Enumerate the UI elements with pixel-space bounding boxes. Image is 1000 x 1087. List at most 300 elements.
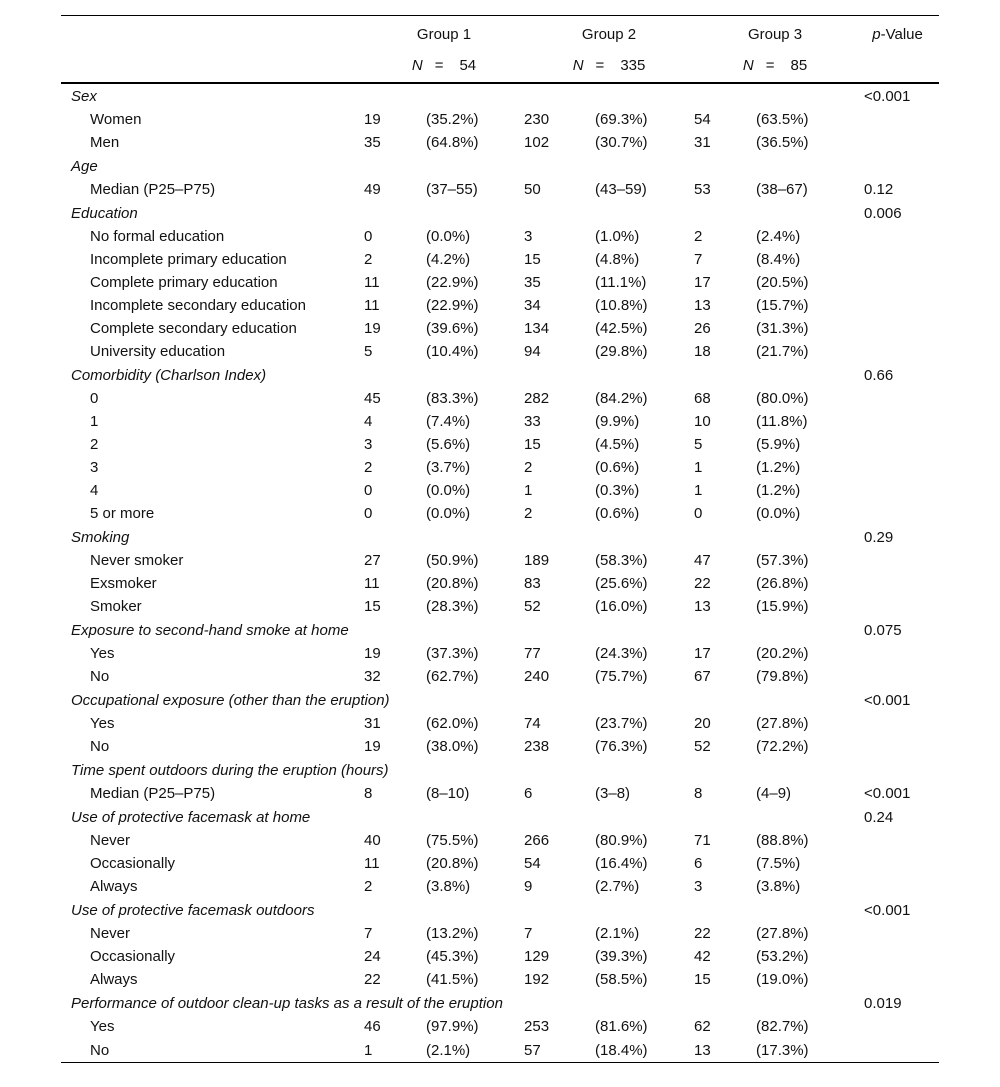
row-label: No [90,668,110,685]
row-pvalue [856,387,939,410]
section-pvalue: 0.66 [864,366,894,384]
group-1-count: 46 [364,1018,381,1035]
table-row [61,665,939,688]
group-1-percent: (4.2%) [426,251,471,268]
group-1-count: 5 [364,343,373,360]
group-1-percent: (75.5%) [426,832,479,849]
group-3-percent: (11.8%) [756,413,808,430]
group-3-count: 26 [694,320,711,337]
group-2-percent: (18.4%) [595,1038,694,1063]
section-title: Education [71,204,138,222]
group-3-percent: (15.9%) [756,598,809,615]
group-2-count: 189 [524,552,550,569]
section-title: Occupational exposure (other than the eruption) [71,691,390,709]
table-row [61,829,939,852]
group-2-count: 83 [524,575,541,592]
row-pvalue [856,317,939,340]
table-header [61,16,939,84]
group-3-count: 0 [694,505,703,522]
group-1-count: 32 [364,668,381,685]
section-pvalue: 0.075 [864,621,902,639]
row-pvalue [856,968,939,991]
section-title: Time spent outdoors during the eruption (hours) [71,761,389,779]
table-row [61,595,939,618]
group-1-percent: (2.1%) [426,1038,524,1063]
group-2-percent: (11.1%) [595,274,647,291]
table-row [61,294,939,317]
group-1-percent: (0.0%) [426,482,471,499]
group-3-percent: (27.8%) [756,715,809,732]
table-row [61,782,939,805]
row-pvalue [856,294,939,317]
row-label: University education [90,343,226,360]
section-pvalue: <0.001 [864,901,911,919]
row-pvalue [856,549,939,572]
row-pvalue [856,572,939,595]
group-1-n-label: N [411,56,423,74]
group-2-header: Group 2 [524,16,694,51]
group-2-percent: (25.6%) [595,575,648,592]
section-header-row [61,83,939,108]
table-row [61,387,939,410]
group-2-percent: (4.8%) [595,251,640,268]
table-row [61,433,939,456]
group-3-n [694,50,856,83]
group-3-count: 15 [694,971,711,988]
pvalue-header-prefix: p [872,25,881,43]
group-2-count: 15 [524,251,541,268]
group-1-percent: (35.2%) [426,111,479,128]
group-1-percent: (38.0%) [426,738,479,755]
table-row [61,875,939,898]
group-1-percent: (13.2%) [426,925,479,942]
row-label: Incomplete primary education [90,251,287,268]
group-2-percent: (9.9%) [595,413,640,430]
group-1-count: 49 [364,181,381,198]
group-2-count: 50 [524,181,541,198]
group-3-percent: (27.8%) [756,925,809,942]
group-2-count: 2 [524,505,533,522]
group-1-count: 19 [364,645,381,662]
group-1-count: 19 [364,320,381,337]
row-label: No formal education [90,228,225,245]
pvalue-header-suffix: -Value [880,25,923,43]
table-row [61,502,939,525]
group-2-percent: (43–59) [595,181,647,198]
group-2-percent: (16.4%) [595,855,648,872]
row-label: Men [90,134,120,151]
group-3-percent: (2.4%) [756,228,801,245]
section-header-row [61,991,939,1015]
table-row [61,968,939,991]
group-3-count: 54 [694,111,711,128]
pvalue-header [856,16,939,51]
group-1-percent: (8–10) [426,785,470,802]
row-pvalue [856,456,939,479]
group-2-count: 15 [524,436,541,453]
row-label: No [61,1038,364,1063]
group-3-percent: (15.7%) [756,297,809,314]
group-1-count: 0 [364,482,373,499]
group-1-percent: (7.4%) [426,413,471,430]
section-pvalue [856,154,939,178]
group-1-count: 11 [364,274,380,291]
row-label: Complete secondary education [90,320,297,337]
section-header-row [61,805,939,829]
row-pvalue [856,595,939,618]
group-2-count: 253 [524,1018,550,1035]
group-1-count: 4 [364,413,373,430]
group-2-percent: (58.3%) [595,552,648,569]
group-1-count: 11 [364,575,380,592]
group-1-percent: (41.5%) [426,971,479,988]
row-label: Yes [90,715,115,732]
row-label: Smoker [90,598,142,615]
group-1-count: 0 [364,505,373,522]
table-row [61,735,939,758]
group-2-count: 134 [524,320,550,337]
group-1-count: 40 [364,832,381,849]
group-2-count: 33 [524,413,541,430]
section-pvalue: <0.001 [864,87,911,105]
group-3-count: 13 [694,598,711,615]
group-2-percent: (29.8%) [595,343,648,360]
group-1-percent: (28.3%) [426,598,479,615]
group-3-percent: (38–67) [756,181,808,198]
group-2-count: 57 [524,1038,595,1063]
section-header-row [61,525,939,549]
group-2-count: 192 [524,971,550,988]
group-2-percent: (58.5%) [595,971,648,988]
row-label: Never smoker [90,552,184,569]
section-title: Use of protective facemask outdoors [71,901,315,919]
group-3-count: 47 [694,552,711,569]
group-1-count: 35 [364,134,381,151]
group-3-percent: (19.0%) [756,971,809,988]
group-3-percent: (26.8%) [756,575,809,592]
group-1-n [364,50,524,83]
row-pvalue: 0.12 [864,181,894,198]
group-2-n-value: 335 [620,56,646,74]
group-2-percent: (3–8) [595,785,631,802]
group-2-n [524,50,694,83]
group-1-count: 19 [364,738,381,755]
group-2-percent: (84.2%) [595,390,648,407]
group-1-percent: (62.7%) [426,668,479,685]
group-1-percent: (20.8%) [426,575,479,592]
row-pvalue: <0.001 [864,785,911,802]
group-3-count: 18 [694,343,711,360]
row-label: Exsmoker [90,575,157,592]
group-3-percent: (4–9) [756,785,792,802]
group-2-n-label: N [572,56,584,74]
group-3-count: 3 [694,878,703,895]
table-row [61,178,939,201]
row-pvalue [856,945,939,968]
row-pvalue [856,248,939,271]
group-1-percent: (39.6%) [426,320,479,337]
group-3-percent: (53.2%) [756,948,809,965]
section-pvalue [856,758,939,782]
group-3-count: 68 [694,390,711,407]
characteristics-table [61,15,939,1063]
row-pvalue [856,502,939,525]
group-3-percent: (1.2%) [756,482,801,499]
group-3-n-value: 85 [790,56,808,74]
group-1-header: Group 1 [364,16,524,51]
group-1-percent: (3.8%) [426,878,471,895]
group-1-percent: (97.9%) [426,1018,479,1035]
row-pvalue [856,479,939,502]
row-pvalue [856,829,939,852]
group-3-percent: (7.5%) [756,855,801,872]
group-2-count: 9 [524,878,533,895]
group-1-count: 0 [364,228,373,245]
section-header-row [61,363,939,387]
group-2-count: 282 [524,390,550,407]
group-2-count: 54 [524,855,541,872]
group-3-count: 10 [694,413,711,430]
row-pvalue [856,433,939,456]
row-pvalue [856,1038,939,1063]
row-label: No [90,738,110,755]
group-2-count: 230 [524,111,550,128]
section-header-row [61,688,939,712]
row-pvalue [856,875,939,898]
group-1-percent: (45.3%) [426,948,479,965]
group-2-count: 35 [524,274,541,291]
group-3-n-eq: = [765,56,775,74]
group-2-count: 240 [524,668,550,685]
row-label: Yes [90,1018,115,1035]
group-2-count: 1 [524,482,533,499]
group-1-percent: (0.0%) [426,228,471,245]
row-label: 3 [90,459,99,476]
section-pvalue: 0.006 [864,204,902,222]
row-label: Women [90,111,142,128]
group-1-percent: (64.8%) [426,134,479,151]
group-1-n-eq: = [434,56,444,74]
group-3-percent: (1.2%) [756,459,801,476]
group-2-count: 7 [524,925,533,942]
group-1-count: 15 [364,598,381,615]
group-1-percent: (37–55) [426,181,478,198]
section-header-row [61,758,939,782]
group-3-percent: (21.7%) [756,343,809,360]
group-2-count: 52 [524,598,541,615]
group-2-percent: (30.7%) [595,134,648,151]
group-2-count: 34 [524,297,541,314]
table-body [61,83,939,1063]
section-header-row [61,618,939,642]
table-row [61,248,939,271]
table-row [61,1015,939,1038]
group-3-percent: (3.8%) [756,878,801,895]
section-title: Age [71,157,98,175]
group-1-percent: (3.7%) [426,459,471,476]
table-row [61,572,939,595]
row-label: Median (P25–P75) [90,181,216,198]
section-pvalue: 0.29 [864,528,894,546]
group-1-percent: (22.9%) [426,297,479,314]
row-label: Yes [90,645,115,662]
group-1-percent: (50.9%) [426,552,479,569]
group-3-percent: (20.2%) [756,645,809,662]
group-3-count: 13 [694,1038,756,1063]
group-3-count: 7 [694,251,703,268]
group-1-count: 45 [364,390,381,407]
table-row [61,922,939,945]
group-2-percent: (4.5%) [595,436,640,453]
row-label: Median (P25–P75) [90,785,216,802]
section-pvalue: 0.24 [864,808,894,826]
table-row [61,945,939,968]
group-2-percent: (2.1%) [595,925,640,942]
section-title: Sex [71,87,97,105]
section-title: Exposure to second-hand smoke at home [71,621,349,639]
row-pvalue [856,271,939,294]
group-1-count: 8 [364,785,373,802]
row-label: Always [90,878,138,895]
group-3-count: 67 [694,668,711,685]
group-2-percent: (80.9%) [595,832,648,849]
group-3-percent: (5.9%) [756,436,801,453]
section-header-row [61,201,939,225]
group-3-count: 22 [694,925,711,942]
group-3-count: 71 [694,832,711,849]
table-row [61,456,939,479]
row-pvalue [856,735,939,758]
group-2-count: 94 [524,343,541,360]
group-3-count: 13 [694,297,711,314]
group-3-count: 62 [694,1018,711,1035]
group-3-percent: (17.3%) [756,1038,856,1063]
section-pvalue: 0.019 [864,994,902,1012]
group-1-count: 1 [364,1038,426,1063]
group-1-count: 2 [364,251,373,268]
group-1-count: 24 [364,948,381,965]
group-3-count: 1 [694,482,703,499]
section-title: Use of protective facemask at home [71,808,311,826]
group-1-count: 2 [364,459,373,476]
group-3-count: 20 [694,715,711,732]
table-row [61,712,939,735]
group-3-percent: (82.7%) [756,1018,809,1035]
row-label: 4 [90,482,99,499]
group-2-n-eq: = [595,56,605,74]
table-row [61,131,939,154]
group-2-percent: (75.7%) [595,668,648,685]
group-2-percent: (24.3%) [595,645,648,662]
group-3-count: 17 [694,274,711,291]
group-2-count: 77 [524,645,541,662]
group-2-count: 6 [524,785,533,802]
group-3-percent: (57.3%) [756,552,809,569]
group-1-count: 31 [364,715,381,732]
table-row [61,549,939,572]
row-pvalue [856,131,939,154]
group-2-percent: (2.7%) [595,878,640,895]
section-header-row [61,154,939,178]
row-label: 1 [90,413,99,430]
group-1-count: 3 [364,436,373,453]
table-row [61,340,939,363]
table-row [61,317,939,340]
group-1-count: 22 [364,971,381,988]
row-pvalue [856,1015,939,1038]
group-1-percent: (10.4%) [426,343,479,360]
group-1-percent: (5.6%) [426,436,471,453]
group-1-percent: (37.3%) [426,645,479,662]
row-label: 2 [90,436,99,453]
group-2-percent: (16.0%) [595,598,648,615]
table-row [61,410,939,433]
characteristics-table-container [61,15,939,1063]
group-3-percent: (63.5%) [756,111,809,128]
group-1-percent: (83.3%) [426,390,479,407]
group-2-percent: (0.6%) [595,459,640,476]
group-2-percent: (23.7%) [595,715,648,732]
table-row [61,108,939,131]
group-2-count: 2 [524,459,533,476]
group-1-percent: (22.9%) [426,274,479,291]
group-3-n-label: N [742,56,754,74]
row-label: Never [90,925,131,942]
group-1-count: 11 [364,297,380,314]
header-blank [61,16,364,51]
pvalue-subheader-blank [856,50,939,83]
group-3-header: Group 3 [694,16,856,51]
row-pvalue [856,642,939,665]
group-2-count: 3 [524,228,533,245]
row-label: 0 [90,390,99,407]
group-1-n-value: 54 [459,56,477,74]
row-label: Always [90,971,138,988]
group-2-percent: (39.3%) [595,948,648,965]
subheader-blank [61,50,364,83]
group-3-percent: (0.0%) [756,505,801,522]
group-2-count: 266 [524,832,550,849]
group-3-count: 5 [694,436,703,453]
section-title: Smoking [71,528,130,546]
table-row [61,271,939,294]
group-3-count: 53 [694,181,711,198]
group-1-count: 7 [364,925,373,942]
group-3-percent: (72.2%) [756,738,809,755]
table-row [61,479,939,502]
section-pvalue: <0.001 [864,691,911,709]
group-3-count: 17 [694,645,711,662]
row-pvalue [856,922,939,945]
group-3-percent: (20.5%) [756,274,809,291]
section-header-row [61,898,939,922]
row-label: Complete primary education [90,274,278,291]
group-2-percent: (81.6%) [595,1018,648,1035]
row-label: 5 or more [90,505,155,522]
group-3-count: 52 [694,738,711,755]
group-3-percent: (88.8%) [756,832,809,849]
group-1-count: 2 [364,878,373,895]
group-3-percent: (80.0%) [756,390,809,407]
group-1-count: 11 [364,855,380,872]
group-2-percent: (0.6%) [595,505,640,522]
row-pvalue [856,410,939,433]
group-2-count: 129 [524,948,550,965]
group-1-count: 27 [364,552,381,569]
group-1-percent: (0.0%) [426,505,471,522]
group-3-count: 8 [694,785,703,802]
section-title: Comorbidity (Charlson Index) [71,366,267,384]
